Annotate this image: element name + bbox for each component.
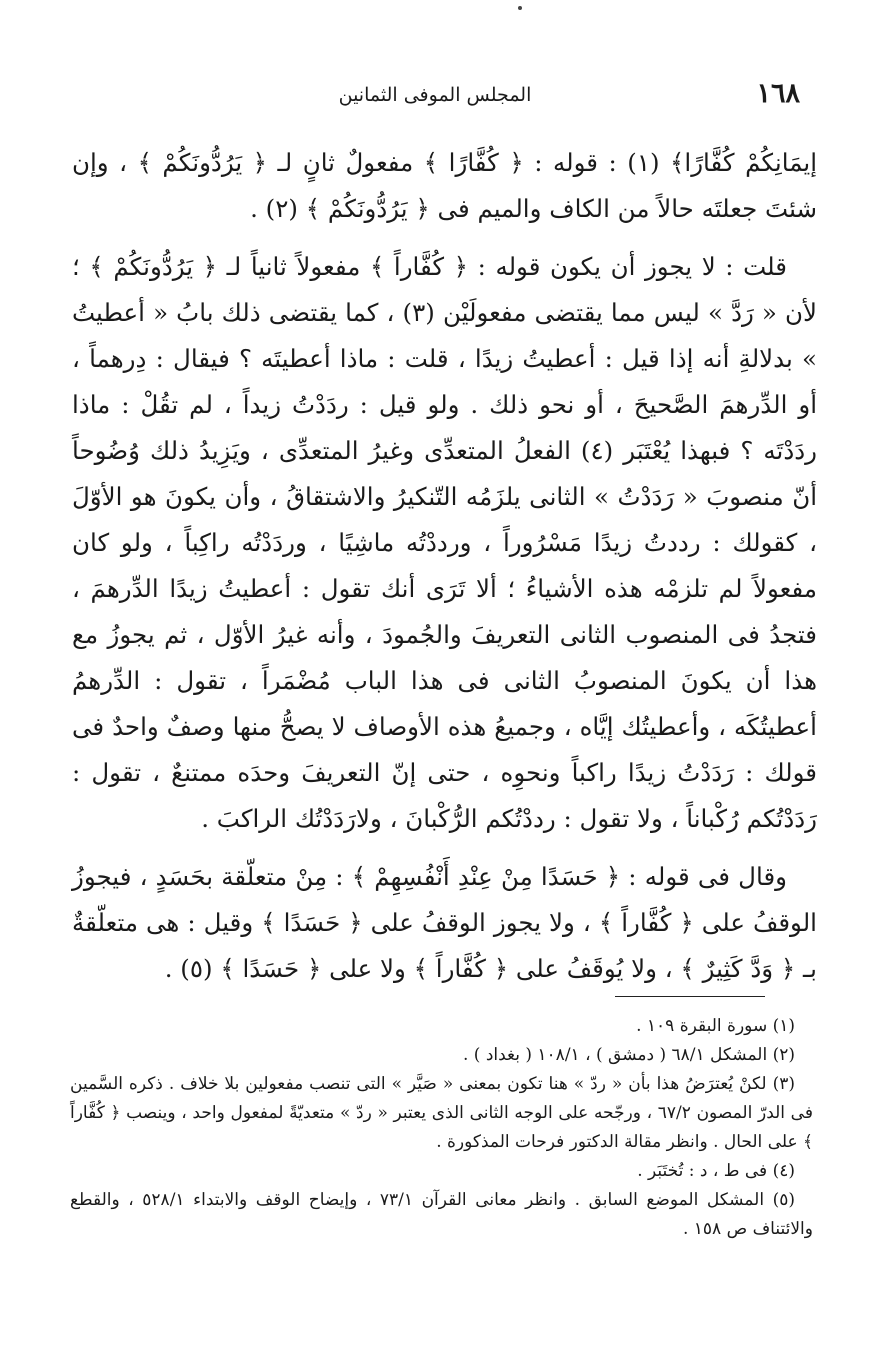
running-title: المجلس الموفى الثمانين: [338, 84, 532, 106]
paragraph: قلت : لا يجوز أن يكون قوله : ﴿ كُفَّاراً ﴾ مفعولاً ثانياً لـ ﴿ يَرُدُّونَكُمْ ﴾ ؛ لأن « رَدَّ » ليس مما يقتضى مفعولَيْن (٣) ، كما يقتضى ذلك بابُ « أعطيتُ » بدلالةِ أنه إذا قيل : أعطيتُ زيدًا ، قلت : ماذا أعطيتَه ؟ فيقال : دِرهماً ، أو الدِّرهمَ الصَّحيحَ ، أو نحو ذلك . ولو قيل : ردَدْتُ زيداً ، لم تقُلْ : ماذا ردَدْتَه ؟ فبهذا يُعْتَبَر (٤) الفعلُ المتعدِّى وغيرُ المتعدِّى ، ويَزِيدُ ذلك وُضُوحاً أنّ منصوبَ « رَدَدْتُ » الثانى يلزَمُه التّنكيرُ والاشتقاقُ ، وأن يكونَ هو الأوّلَ ، كقولك : رددتُ زيدًا مَسْرُوراً ، ورددْتُه ماشِيًا ، وردَدْتُه راكِباً ، ولو كان مفعولاً لم تلزمْه هذه الأشياءُ ؛ ألا تَرَى أنك تقول : أعطيتُ زيدًا الدِّرهمَ ، فتجدُ فى المنصوب الثانى التعريفَ والجُمودَ ، وأنه غيرُ الأوّل ، ثم يجوزُ مع هذا أن يكونَ المنصوبُ الثانى فى هذا الباب مُضْمَراً ، تقول : الدِّرهمُ أعطيتُكَه ، وأعطيتُك إيَّاه ، وجميعُ هذه الأوصاف لا يصحُّ منها وصفٌ واحدٌ فى قولك : رَدَدْتُ زيدًا راكباً ونحوِه ، حتى إنّ التعريفَ وحدَه ممتنعٌ ، تقول : رَدَدْتُكم رُكْباناً ، ولا تقول : رددْتُكم الرُّكْبانَ ، ولارَدَدْتُك الراكبَ .: [72, 252, 817, 833]
scan-speck: [518, 6, 522, 10]
footnote-divider: [615, 996, 765, 997]
footnote: (١) سورة البقرة ١٠٩ .: [636, 1016, 795, 1036]
paragraph: إيمَانِكُمْ كُفَّارًا﴾ (١) : قوله : ﴿ كُفَّارًا ﴾ مفعولٌ ثانٍ لـ ﴿ يَرُدُّونَكُمْ ﴾ ، وإن شئتَ جعلتَه حالاً من الكاف والميم فى ﴿ يَرُدُّونَكُمْ ﴾ (٢) .: [72, 148, 817, 223]
footnote: (٥) المشكل الموضع السابق . وانظر معانى القرآن ٧٣/١ ، وإيضاح الوقف والابتداء ٥٢٨/١ ، والقطع والائتناف ص ١٥٨ .: [70, 1190, 813, 1239]
footnote: (٣) لكنْ يُعترَضُ هذا بأن « ردّ » هنا تكون بمعنى « صَيَّر » التى تنصب مفعولين بلا خلاف . ذكره السَّمين فى الدرّ المصون ٦٧/٢ ، ورجّحه على الوجه الثانى الذى يعتبر « ردّ » متعديّةً لمفعول واحد ، وينصب ﴿ كُفَّاراً ﴾ على الحال . وانظر مقالة الدكتور فرحات المذكورة .: [70, 1074, 813, 1152]
paragraph: وقال فى قوله : ﴿ حَسَدًا مِنْ عِنْدِ أَنْفُسِهِمْ ﴾ : مِنْ متعلّقة بحَسَدٍ ، فيجوزُ الوقفُ على ﴿ كُفَّاراً ﴾ ، ولا يجوز الوقفُ على ﴿ حَسَدًا ﴾ وقيل : هى متعلّقةٌ بـ ﴿ وَدَّ كَثِيرٌ ﴾ ، ولا يُوقَفُ على ﴿ كُفَّاراً ﴾ ولا على ﴿ حَسَدًا ﴾ (٥) .: [72, 862, 817, 983]
main-text: [72, 140, 817, 1004]
footnotes: [70, 1012, 813, 1244]
page-number: ١٦٨: [756, 78, 800, 109]
page-header: [70, 78, 800, 118]
footnote: (٤) فى ط ، د : تُختَبَر .: [637, 1161, 795, 1181]
footnote: (٢) المشكل ٦٨/١ ( دمشق ) ، ١٠٨/١ ( بغداد ) .: [462, 1045, 795, 1065]
